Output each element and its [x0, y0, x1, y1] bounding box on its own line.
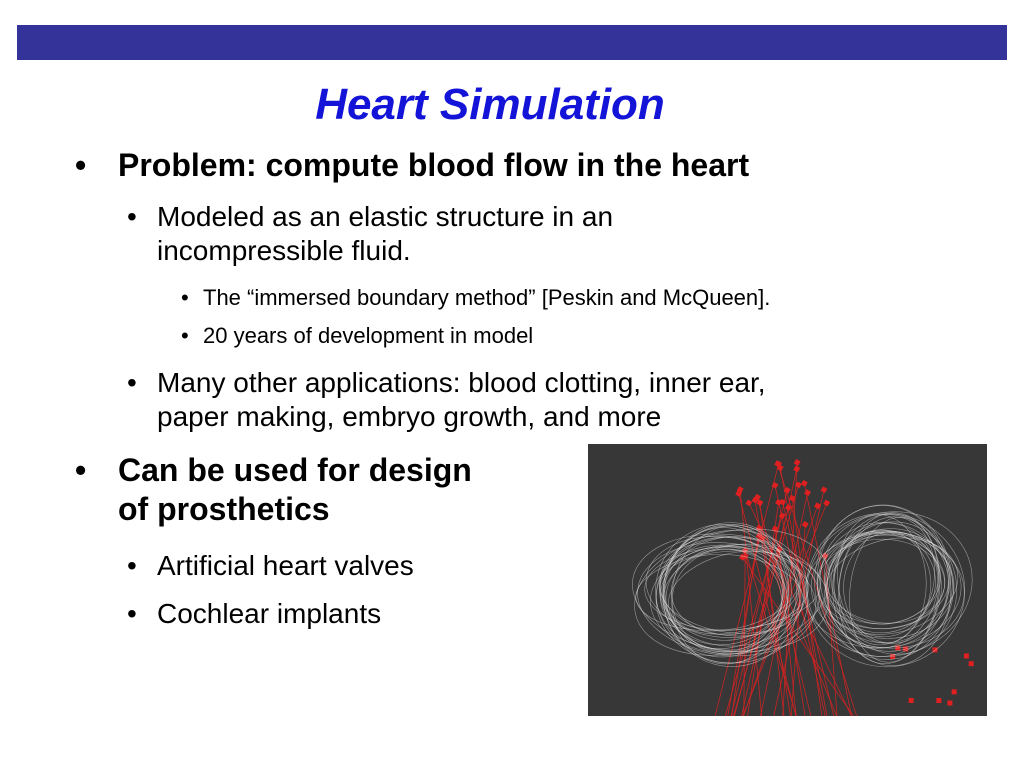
fiber-marker	[802, 521, 809, 528]
bullet-years	[181, 322, 533, 350]
bullet-cochlear-text: Cochlear implants	[157, 598, 382, 629]
fiber-marker	[947, 701, 952, 706]
bullet-marker: •	[75, 452, 87, 488]
bullet-design-text	[118, 451, 472, 529]
fiber-marker	[775, 499, 782, 506]
mesh-strand	[814, 517, 965, 664]
bullet-design-line2: of prosthetics	[118, 491, 330, 527]
fiber-marker	[909, 698, 914, 703]
fiber-marker	[794, 459, 801, 466]
bullet-modeled	[127, 200, 613, 268]
slide-title: Heart Simulation	[315, 80, 665, 129]
bullet-modeled-line2: incompressible fluid.	[157, 235, 411, 266]
bullet-modeled-line1: Modeled as an elastic structure in an	[157, 201, 614, 232]
bullet-marker: •	[127, 598, 137, 629]
fiber-line	[728, 536, 760, 716]
heart-fiber-illustration	[588, 444, 987, 716]
top-banner-bar	[17, 25, 1007, 60]
mesh-strand	[843, 531, 942, 644]
bullet-other-line1: Many other applications: blood clotting, inner ear,	[157, 367, 766, 398]
fiber-marker	[823, 500, 830, 507]
fiber-marker	[821, 486, 828, 493]
bullet-immersed-text: The “immersed boundary method” [Peskin and McQueen].	[203, 285, 771, 310]
bullet-other-applications	[127, 366, 766, 434]
fiber-lines	[715, 459, 974, 716]
fiber-marker	[964, 653, 969, 658]
mesh-strand	[814, 524, 969, 648]
bullet-marker: •	[127, 550, 137, 581]
mesh-strand	[824, 528, 940, 637]
bullet-modeled-text	[157, 200, 613, 268]
bullet-years-text: 20 years of development in model	[203, 323, 534, 348]
bullet-design-line1: Can be used for design	[118, 452, 472, 488]
fiber-marker	[793, 466, 800, 473]
fiber-marker	[745, 499, 752, 506]
fiber-marker	[952, 689, 957, 694]
fiber-marker	[801, 480, 808, 487]
bullet-marker: •	[181, 323, 189, 348]
bullet-problem-text: Problem: compute blood flow in the heart	[118, 147, 750, 183]
bullet-marker: •	[127, 201, 137, 232]
bullet-other-line2: paper making, embryo growth, and more	[157, 401, 662, 432]
fiber-line	[792, 498, 822, 716]
fiber-marker	[936, 698, 941, 703]
bullet-marker: •	[75, 147, 87, 183]
bullet-immersed	[181, 284, 770, 312]
bullet-valves-text: Artificial heart valves	[157, 550, 414, 581]
bullet-cochlear	[127, 597, 381, 631]
bullet-other-applications-text	[157, 366, 766, 434]
fiber-marker	[969, 661, 974, 666]
bullet-design	[75, 451, 472, 529]
bullet-problem	[75, 146, 749, 185]
bullet-valves	[127, 549, 414, 583]
bullet-marker: •	[127, 367, 137, 398]
bullet-marker: •	[181, 285, 189, 310]
heart-simulation-image	[588, 444, 987, 716]
fiber-marker	[804, 489, 811, 496]
